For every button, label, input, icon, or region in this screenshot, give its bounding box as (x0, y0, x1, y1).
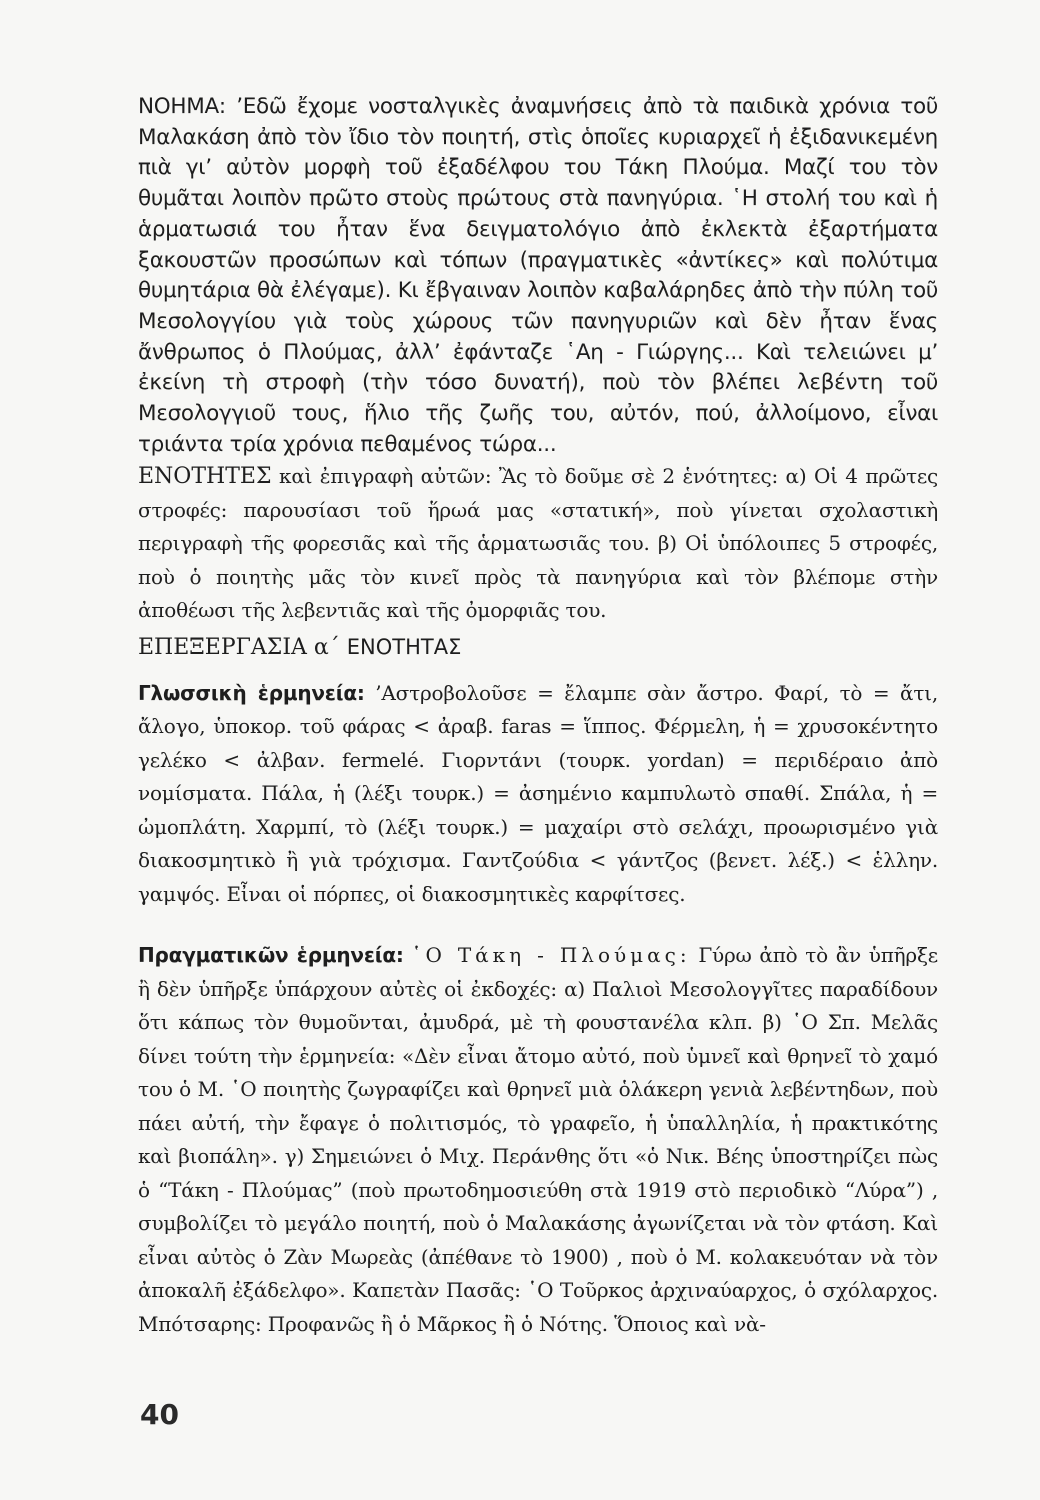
pragmatikon-label: Πραγματικῶν ἑρμηνεία: (138, 943, 404, 968)
pragmatikon-paragraph (138, 939, 938, 1341)
pragmatikon-text: Γύρω ἀπὸ τὸ ἂν ὑπῆρξε ἢ δὲν ὑπῆρξε ὑπάρχουν αὐτὲς οἱ ἐκδοχές: α) Παλιοὶ Μεσολογγῖτες παραδίδουν ὅτι κάπως τὸν θυμοῦνται, ἀμυδρά, μὲ τὴ φουστανέλα κλπ. β) ῾Ο Σπ. Μελᾶς δίνει τούτη τὴν ἑρμηνεία: «Δὲν εἶναι ἄτομο αὐτό, ποὺ ὑμνεῖ καὶ θρηνεῖ τὸ χαμό του ὁ Μ. ῾Ο ποιητὴς ζωγραφίζει καὶ θρηνεῖ μιὰ ὁλάκερη γενιὰ λεβέντηδων, ποὺ πάει αὐτή, τὴν ἔφαγε ὁ πολιτισμός, τὸ γραφεῖο, ἡ ὑπαλληλία, ἡ πρακτικότης καὶ βιοπάλη». γ) Σημειώνει ὁ Μιχ. Περάνθης ὅτι «ὁ Νικ. Βέης ὑποστηρίζει πὼς ὁ “Τάκη - Πλούμας” (ποὺ πρωτοδημοσιεύθη στὰ 1919 στὸ περιοδικὸ “Λύρα”) , συμβολίζει τὸ μεγάλο ποιητή, ποὺ ὁ Μαλακάσης ἀγωνίζεται νὰ τὸν φτάση. Καὶ εἶναι αὐτὸς ὁ Ζὰν Μωρεὰς (ἀπέθανε τὸ 1900) , ποὺ ὁ Μ. κολακευόταν νὰ τὸν ἀποκαλῆ ἐξάδελφο». Καπετὰν Πασᾶς: ῾Ο Τοῦρκος ἀρχιναύαρχος, ὁ σχόλαρχος. Μπότσαρης: Προφανῶς ἢ ὁ Μᾶρκος ἢ ὁ Νότης. Ὅποιος καὶ νὰ- (138, 943, 938, 1336)
epexergasia-section: ΕΝΟΤΗΤΑΣ (346, 634, 462, 659)
enotites-label: ΕΝΟΤΗΤΕΣ (138, 464, 272, 490)
noima-text: ’Εδῶ ἔχομε νοσταλγικὲς ἀναμνήσεις ἀπὸ τὰ παιδικὰ χρόνια τοῦ Μαλακάση ἀπὸ τὸν ἴδιο τὸν ποιητή, στὶς ὁποῖες κυριαρχεῖ ἡ ἐξιδανικεμένη πιὰ γι’ αὐτὸν μορφὴ τοῦ ἐξαδέλφου του Τάκη Πλούμα. Μαζί του τὸν θυμᾶται λοιπὸν πρῶτο στοὺς πρώτους στὰ πανηγύρια. ῾Η στολή του καὶ ἡ ἁρματωσιά του ἦταν ἕνα δειγματολόγιο ἀπὸ ἐκλεκτὰ ἐξαρτήματα ξακουστῶν προσώπων καὶ τόπων (πραγματικὲς «ἀντίκες» καὶ πολύτιμα θυμητάρια θὰ ἐλέγαμε). Κι ἔβγαιναν λοιπὸν καβαλάρηδες ἀπὸ τὴν πύλη τοῦ Μεσολογγίου γιὰ τοὺς χώρους τῶν πανηγυριῶν καὶ δὲν ἦταν ἕνας ἄνθρωπος ὁ Πλούμας, ἀλλ’ ἐφάνταζε ῾Αη - Γιώργης... Καὶ τελειώνει μ’ ἐκείνη τὴ στροφὴ (τὴν τόσο δυνατή), ποὺ τὸν βλέπει λεβέντη τοῦ Μεσολογγιοῦ τους, ἥλιο τῆς ζωῆς του, αὐτόν, πού, ἀλλοίμονο, εἶναι τριάντα τρία χρόνια πεθαμένος τώρα... (138, 94, 938, 457)
page-body (138, 92, 938, 1341)
epexergasia-label: ΕΠΕΞΕΡΓΑΣΙΑ α΄ (138, 634, 340, 660)
enotites-text: καὶ ἐπιγραφὴ αὐτῶν: Ἂς τὸ δοῦμε σὲ 2 ἑνότητες: α) Οἱ 4 πρῶτες στροφές: παρουσίασι τοῦ ἥρωά μας «στατική», ποὺ γίνεται σχολαστικὴ περιγραφὴ τῆς φορεσιᾶς καὶ τῆς ἁρματωσιᾶς του. β) Οἱ ὑπόλοιπες 5 στροφές, ποὺ ὁ ποιητὴς μᾶς τὸν κινεῖ πρὸς τὰ πανηγύρια καὶ τὸν βλέπομε στὴν ἀποθέωσι τῆς λεβεντιᾶς καὶ τῆς ὀμορφιᾶς του. (138, 464, 938, 623)
noima-label: ΝΟΗΜΑ: (138, 94, 226, 119)
glossiki-text: ’Αστροβολοῦσε = ἔλαμπε σὰν ἄστρο. Φαρί, τὸ = ἄτι, ἄλογο, ὑποκορ. τοῦ φάρας < ἀραβ. faras = ἵππος. Φέρμελη, ἡ = χρυσοκέντητο γελέκο < ἀλβαν. fermelé. Γιορντάνι (τουρκ. yordan) = περιδέραιο ἀπὸ νομίσματα. Πάλα, ἡ (λέξι τουρκ.) = ἀσημένιο καμπυλωτὸ σπαθί. Σπάλα, ἡ = ὠμοπλάτη. Χαρμπί, τὸ (λέξι τουρκ.) = μαχαίρι στὸ σελάχι, προωρισμένο γιὰ διακοσμητικὸ ἢ γιὰ τρόχισμα. Γαντζούδια < γάντζος (βενετ. λέξ.) < ἑλλην. γαμψός. Εἶναι οἱ πόρπες, οἱ διακοσμητικὲς καρφίτσες. (138, 680, 938, 906)
page-number: 40 (140, 1398, 179, 1431)
section-gap (138, 911, 938, 939)
glossiki-paragraph (138, 677, 938, 912)
noima-paragraph (138, 92, 938, 460)
epexergasia-heading (138, 628, 938, 667)
pragmatikon-heading: ῾Ο Τάκη - Πλούμας: (411, 943, 691, 968)
glossiki-label: Γλωσσικὴ ἑρμηνεία: (138, 680, 365, 705)
enotites-paragraph (138, 460, 938, 628)
